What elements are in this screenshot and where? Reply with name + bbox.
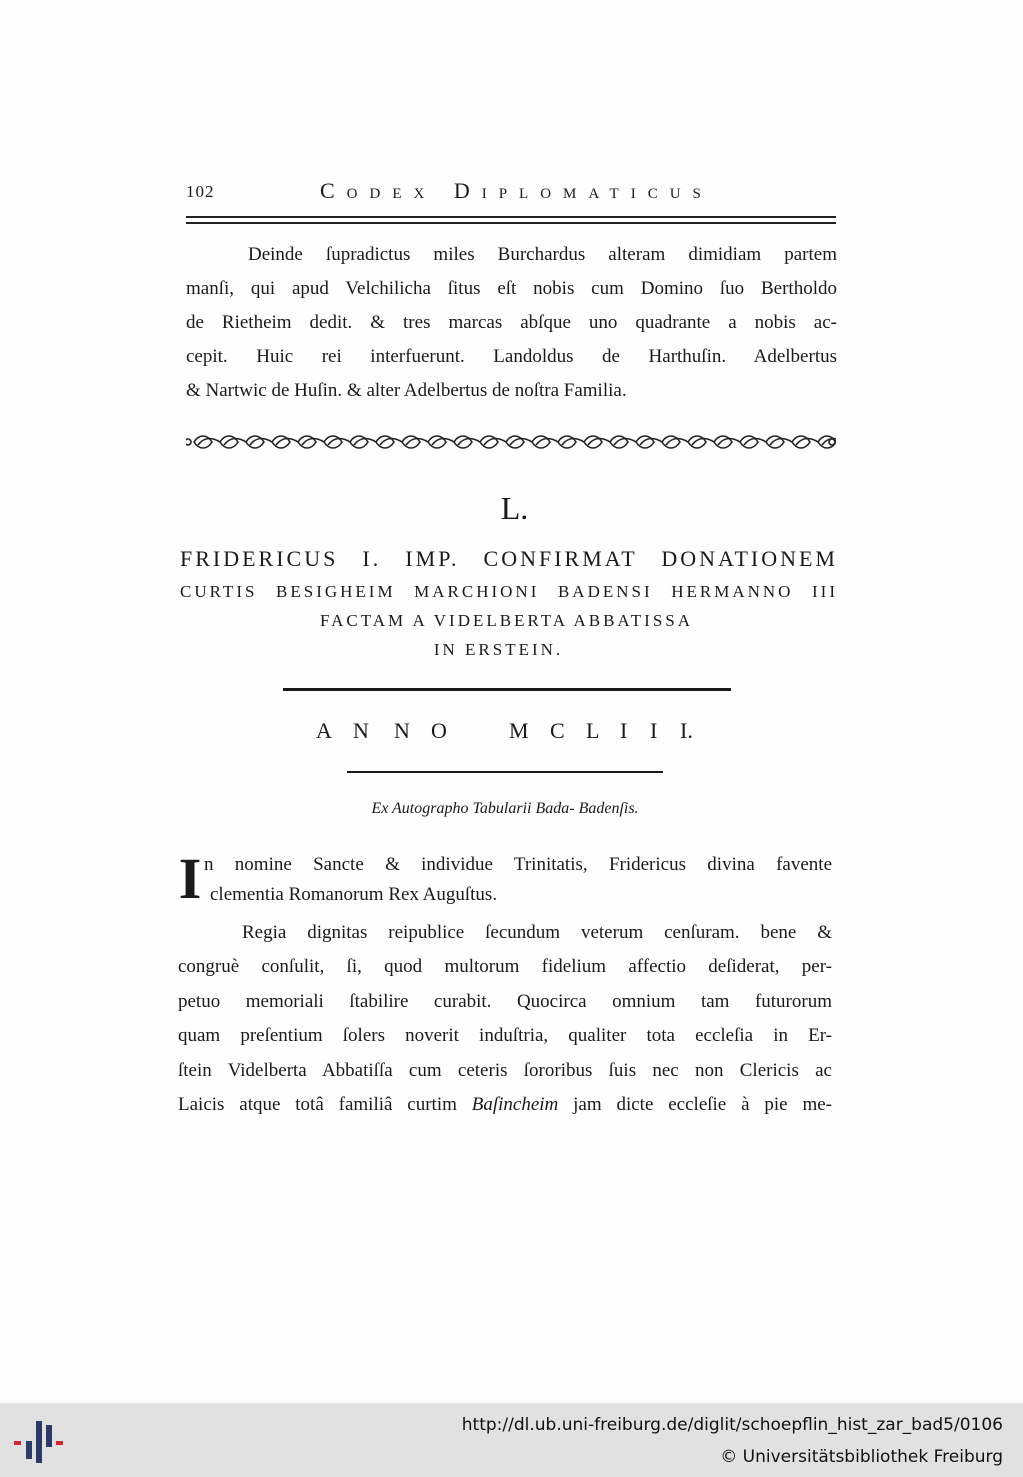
text-line: n nomine Sancte & individue Trinitatis, Fridericus divina favente	[204, 854, 832, 875]
viewer-footer	[0, 1403, 1023, 1477]
text-line: congruè conſulit, ſi, quod multorum fidelium affectio deſiderat, per-	[178, 956, 832, 978]
decorated-initial-i	[176, 848, 204, 902]
permalink-url[interactable]: http://dl.ub.uni-freiburg.de/diglit/schoepflin_hist_zar_bad5/0106	[461, 1415, 1003, 1435]
source-note: Ex Autographo Tabularii Bada- Badenſis.	[371, 800, 639, 817]
place-name-italic: Baſincheim	[471, 1094, 559, 1116]
year-letter: L	[586, 718, 600, 743]
year-letter: I.	[680, 718, 693, 743]
year-letter: O	[431, 718, 447, 743]
text-line: de Rietheim dedit. & tres marcas abſque uno quadrante a nobis ac-	[186, 312, 837, 333]
charter-number: L.	[500, 490, 529, 526]
header-double-rule	[186, 216, 836, 224]
text-line: clementia Romanorum Rex Auguſtus.	[210, 884, 498, 905]
charter-subtitle-line: IN ERSTEIN.	[433, 640, 564, 659]
text-line: & Nartwic de Huſin. & alter Adelbertus de noſtra Familia.	[186, 380, 627, 401]
svg-text:I: I	[178, 848, 202, 902]
section-rule	[347, 771, 663, 773]
ub-freiburg-logo-icon[interactable]	[14, 1421, 64, 1463]
paragraph-continuation	[186, 238, 837, 408]
text-line: petuo memoriali ſtabilire curabit. Quocirca omnium tam futurorum	[178, 990, 832, 1012]
ornamental-border-icon	[186, 432, 836, 452]
running-header	[186, 178, 836, 208]
charter-subtitle-line: CURTIS BESIGHEIM MARCHIONI BADENSI HERMANNO III	[180, 582, 838, 601]
text-line: Laicis atque totâ familiâ curtim Baſincheim jam dicte eccleſie à pie me-	[178, 1094, 832, 1116]
text-line: Regia dignitas reipublice ſecundum veterum cenſuram. bene &	[242, 922, 832, 943]
year-letter: A	[316, 718, 332, 743]
text-line: quam preſentium ſolers noverit induſtria, qualiter tota eccleſia in Er-	[178, 1025, 832, 1047]
charter-subtitle-line: FACTAM A VIDELBERTA ABBATISSA	[319, 611, 694, 630]
year-letter: C	[550, 718, 565, 743]
charter-body	[178, 916, 832, 1122]
charter-headline: FRIDERICUS I. IMP. CONFIRMAT DONATIONEM	[180, 546, 838, 571]
year-letter: I	[650, 718, 658, 743]
page-number: 102	[186, 182, 215, 201]
year-letter: M	[509, 718, 529, 743]
text-line: ſtein Videlberta Abbatiſſa cum ceteris ſororibus ſuis nec non Clericis ac	[178, 1059, 832, 1081]
text-line: cepit. Huic rei interfuerunt. Landoldus de Harthuſin. Adelbertus	[186, 346, 837, 367]
year-letter: N	[394, 718, 410, 743]
text-line: manſi, qui apud Velchilicha ſitus eſt nobis cum Domino ſuo Bertholdo	[186, 278, 837, 299]
copyright-notice: © Universitätsbibliothek Freiburg	[720, 1447, 1003, 1467]
text-line: Deinde ſupradictus miles Burchardus alteram dimidiam partem	[248, 244, 837, 265]
year-letter: I	[620, 718, 628, 743]
running-title: Codex Diplomaticus	[320, 178, 713, 203]
section-rule	[283, 688, 731, 691]
year-letter: N	[353, 718, 369, 743]
charter-opening	[204, 850, 832, 910]
